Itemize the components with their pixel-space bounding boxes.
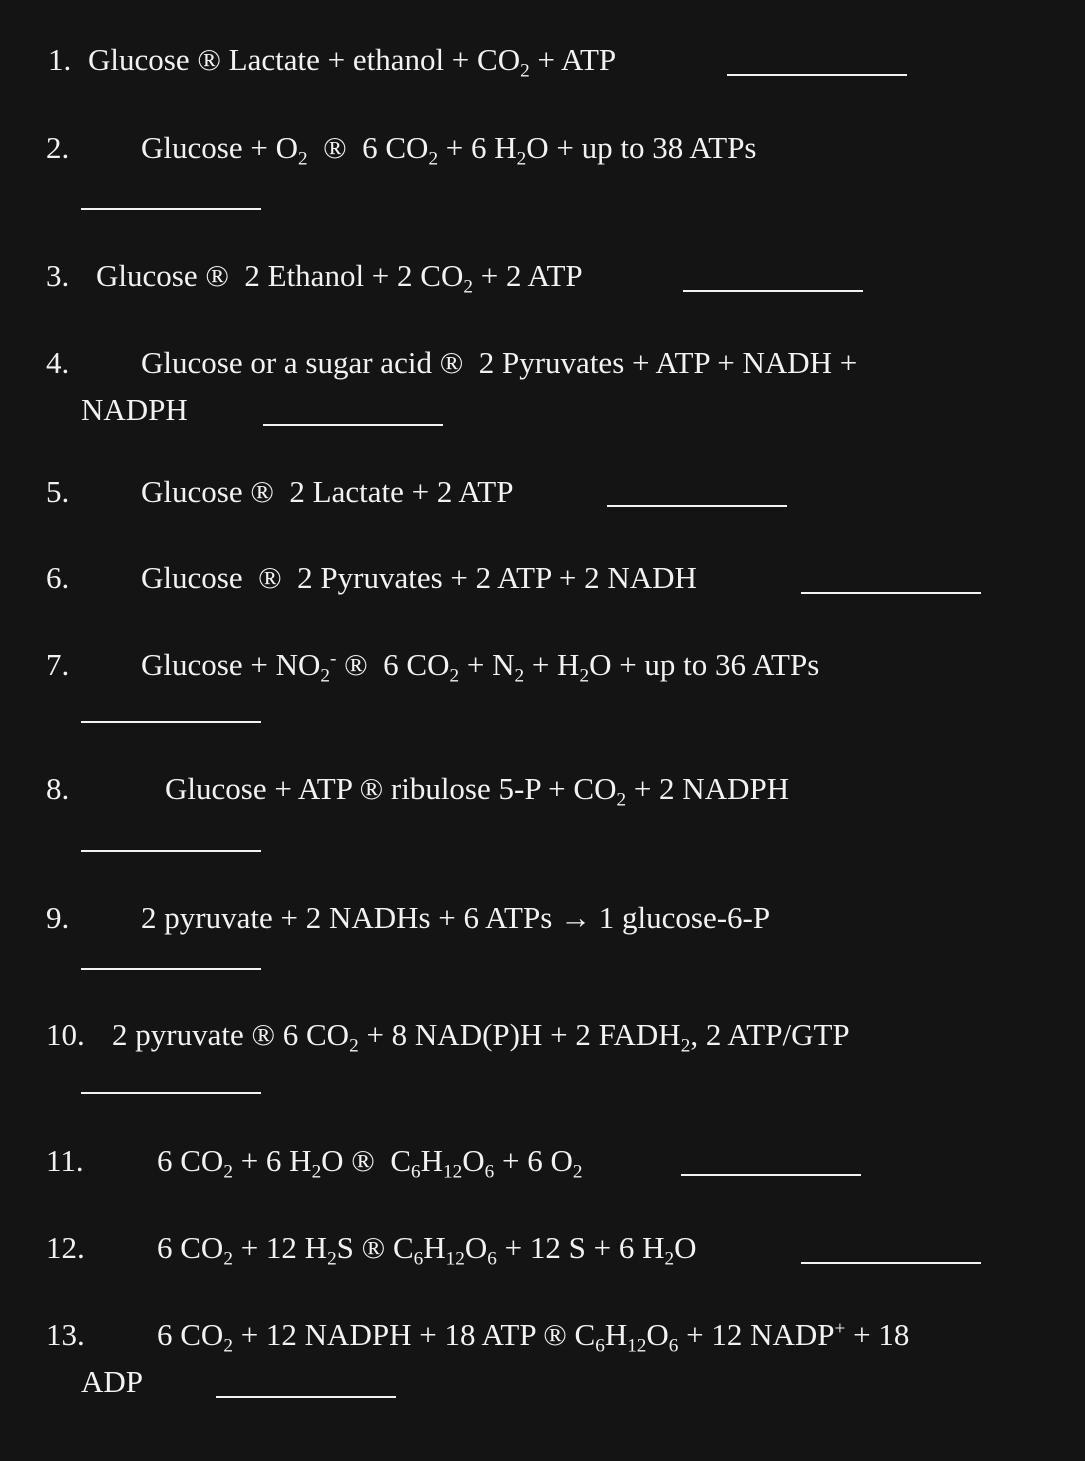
equation-segment: 12 <box>627 1335 647 1357</box>
equation-segment: + 2 ATP <box>472 258 583 293</box>
answer-blank-12[interactable] <box>801 1262 981 1264</box>
equation-segment: ® 6 CO <box>307 130 429 165</box>
equation-segment: 2 <box>680 1035 691 1057</box>
question-11-equation <box>157 1143 583 1183</box>
question-12-number: 12. <box>46 1230 85 1265</box>
question-4-number: 4. <box>46 345 70 380</box>
answer-blank-7[interactable] <box>81 721 261 723</box>
answer-blank-11[interactable] <box>681 1174 861 1176</box>
equation-segment: - <box>329 648 337 670</box>
answer-blank-10[interactable] <box>81 1092 261 1094</box>
question-9-equation <box>141 902 770 933</box>
equation-segment: + 12 H <box>232 1230 328 1265</box>
question-10-equation <box>112 1017 850 1057</box>
equation-segment: + 12 S + 6 H <box>496 1230 665 1265</box>
question-13-continuation: ADP <box>81 1364 144 1399</box>
equation-segment: + 6 H <box>232 1143 312 1178</box>
equation-segment: 6 <box>484 1161 495 1183</box>
question-8-number: 8. <box>46 771 70 806</box>
equation-segment: 2 <box>349 1035 359 1057</box>
equation-segment: Glucose + ATP ® ribulose 5-P + CO <box>165 771 617 806</box>
equation-segment: 12 <box>445 1248 465 1270</box>
equation-segment: Glucose + O <box>141 130 298 165</box>
equation-segment: Glucose ® 2 Lactate + 2 ATP <box>141 474 514 509</box>
question-13-number: 13. <box>46 1317 85 1352</box>
question-4-continuation: NADPH <box>81 392 188 427</box>
equation-segment: 2 pyruvate + 2 NADHs + 6 ATPs → 1 glucose-6-P <box>141 900 771 935</box>
equation-segment: S ® C <box>336 1230 414 1265</box>
equation-segment: 2 <box>516 148 527 170</box>
equation-segment: + 12 NADPH + 18 ATP ® C <box>232 1317 596 1352</box>
equation-segment: 2 pyruvate ® 6 CO <box>112 1017 350 1052</box>
equation-segment: 2 <box>428 148 439 170</box>
equation-segment: 2 <box>311 1161 322 1183</box>
equation-segment: O <box>462 1143 485 1178</box>
equation-segment: 2 <box>327 1248 337 1270</box>
equation-segment: H <box>423 1230 446 1265</box>
equation-segment: 12 <box>443 1161 463 1183</box>
equation-segment: 2 <box>223 1248 233 1270</box>
answer-blank-5[interactable] <box>607 505 787 507</box>
equation-segment: H <box>604 1317 628 1352</box>
question-13-equation <box>157 1317 910 1357</box>
equation-segment: O ® C <box>321 1143 412 1178</box>
equation-segment: Glucose or a sugar acid ® 2 Pyruvates + ATP + NADH + <box>141 345 858 380</box>
equation-segment: + 8 NAD(P)H + 2 FADH <box>358 1017 681 1052</box>
question-2-number: 2. <box>46 130 70 165</box>
equation-segment: O <box>646 1317 669 1352</box>
question-8-equation <box>165 771 790 811</box>
equation-segment: + <box>834 1318 846 1340</box>
equation-segment: 2 <box>616 789 627 811</box>
equation-segment: + 2 NADPH <box>626 771 790 806</box>
answer-blank-6[interactable] <box>801 592 981 594</box>
equation-segment: 2 <box>449 665 460 687</box>
question-12-equation <box>157 1230 697 1270</box>
question-6-equation <box>141 562 697 593</box>
equation-segment: 2 <box>223 1161 233 1183</box>
equation-segment: + 6 H <box>438 130 517 165</box>
answer-blank-9[interactable] <box>81 968 261 970</box>
question-11-number: 11. <box>46 1143 84 1178</box>
equation-segment: O <box>674 1230 697 1265</box>
answer-blank-3[interactable] <box>683 290 863 292</box>
equation-segment: 2 <box>520 60 530 82</box>
equation-segment: 6 <box>413 1248 424 1270</box>
equation-segment: , 2 ATP/GTP <box>690 1017 850 1052</box>
equation-segment: 6 <box>595 1335 605 1357</box>
question-6-number: 6. <box>46 560 70 595</box>
equation-segment: 2 <box>572 1161 583 1183</box>
equation-segment: 2 <box>223 1335 233 1357</box>
equation-segment: Glucose + NO <box>141 647 321 682</box>
equation-segment: 2 <box>297 148 308 170</box>
equation-segment: 6 CO <box>157 1317 224 1352</box>
answer-blank-13[interactable] <box>216 1396 396 1398</box>
answer-blank-1[interactable] <box>727 74 907 76</box>
equation-segment: Glucose ® 2 Pyruvates + 2 ATP + 2 NADH <box>141 560 697 595</box>
question-7-number: 7. <box>46 647 70 682</box>
question-1-number: 1. <box>48 42 72 77</box>
equation-segment: H <box>420 1143 444 1178</box>
equation-segment: + ATP <box>529 42 617 77</box>
question-2-equation <box>141 130 757 170</box>
equation-segment: 6 CO <box>157 1230 224 1265</box>
equation-segment: ® 6 CO <box>336 647 450 682</box>
equation-segment: O + up to 36 ATPs <box>589 647 820 682</box>
question-5-number: 5. <box>46 474 70 509</box>
equation-segment: 6 <box>411 1161 421 1183</box>
question-9-number: 9. <box>46 900 70 935</box>
equation-segment: 6 CO <box>157 1143 224 1178</box>
equation-segment: O <box>464 1230 488 1265</box>
answer-blank-4[interactable] <box>263 424 443 426</box>
equation-segment: 6 <box>487 1248 497 1270</box>
equation-segment: O + up to 38 ATPs <box>526 130 757 165</box>
equation-segment: 6 <box>668 1335 679 1357</box>
equation-segment: 2 <box>514 665 525 687</box>
question-3-equation <box>96 258 583 298</box>
answer-blank-2[interactable] <box>81 208 261 210</box>
equation-segment: 2 <box>320 665 330 687</box>
equation-segment: 2 <box>579 665 590 687</box>
question-3-number: 3. <box>46 258 70 293</box>
equation-segment: 2 <box>664 1248 675 1270</box>
question-5-equation <box>141 476 513 507</box>
equation-segment: Glucose ® 2 Ethanol + 2 CO <box>96 258 464 293</box>
equation-segment: + 18 <box>845 1317 910 1352</box>
equation-segment: + N <box>459 647 515 682</box>
question-7-equation <box>141 647 820 687</box>
equation-segment: 2 <box>463 276 473 298</box>
question-4-equation <box>141 347 857 378</box>
equation-segment: + 6 O <box>494 1143 573 1178</box>
equation-segment: Glucose ® Lactate + ethanol + CO <box>88 42 521 77</box>
question-10-number: 10. <box>46 1017 85 1052</box>
question-1-equation <box>88 42 617 82</box>
equation-segment: + H <box>524 647 580 682</box>
equation-segment: + 12 NADP <box>678 1317 835 1352</box>
answer-blank-8[interactable] <box>81 850 261 852</box>
